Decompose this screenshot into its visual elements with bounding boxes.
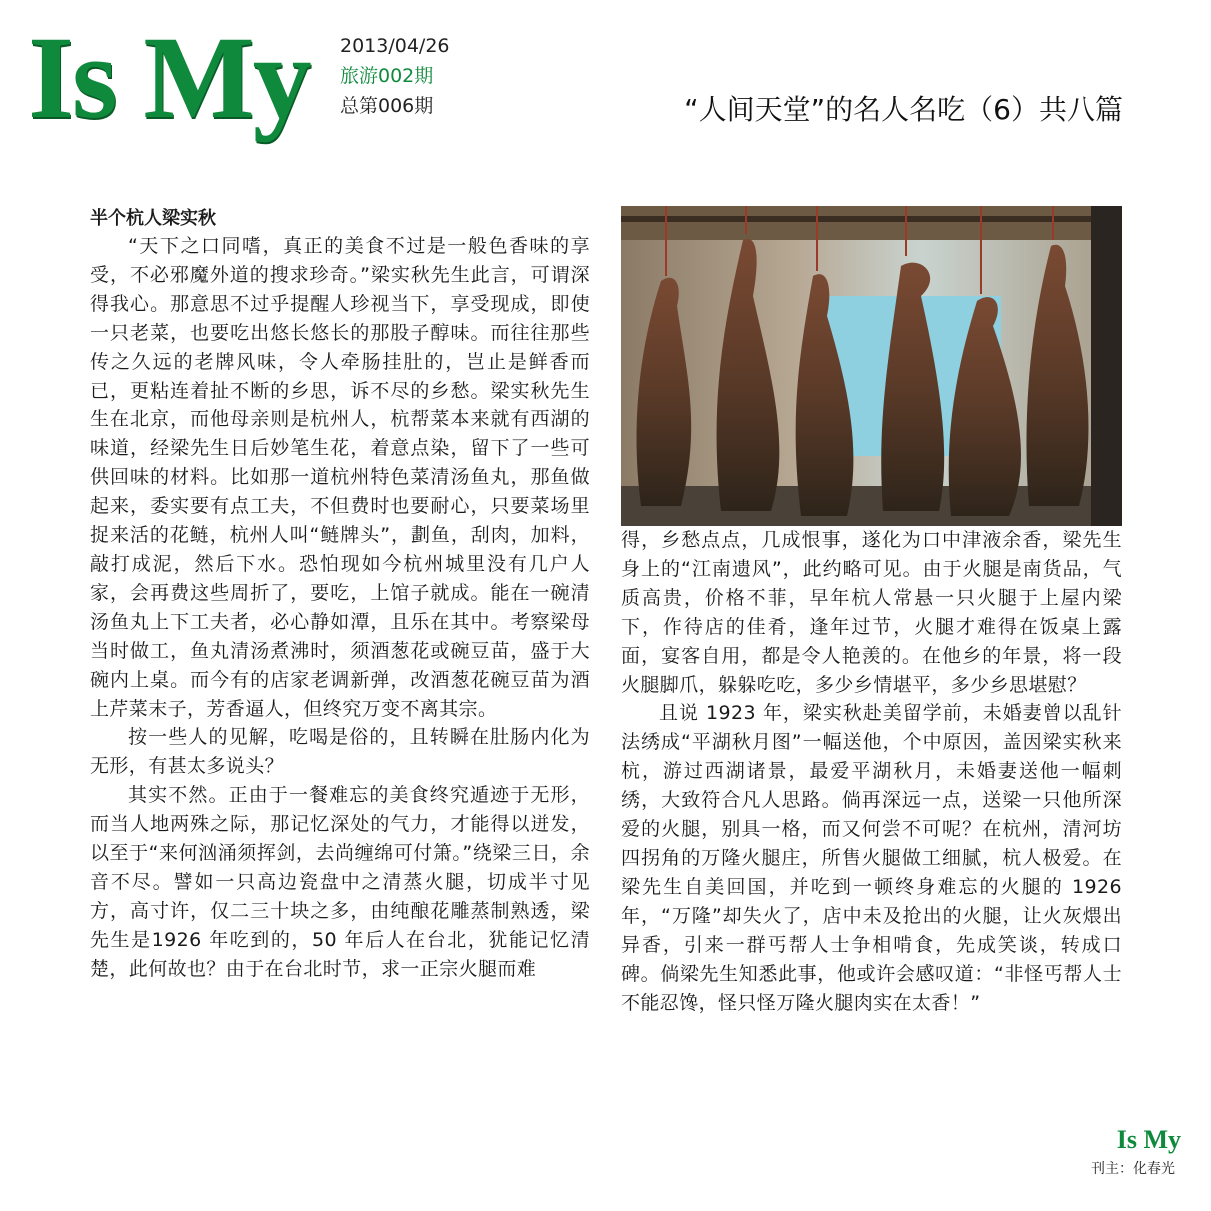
article-paragraph: 按一些人的见解，吃喝是俗的，且转瞬在肚肠内化为无形，有甚太多说头？ <box>90 726 590 778</box>
masthead-logo: Is My <box>28 12 310 143</box>
issue-serial: 总第006期 <box>340 95 434 117</box>
article-paragraph: 且说 1923 年，梁实秋赴美留学前，未婚妻曾以乱针法绣成“平湖秋月图”一幅送他，个中原因，盖因梁实秋来杭，游过西湖诸景，最爱平湖秋月，未婚妻送他一幅刺绣，大致符合凡人思路。倘再深远一点，送梁一只他所深爱的火腿，别具一格，而又何尝不可呢？在杭州，清河坊四拐角的万隆火腿庄，所售火腿做工细腻，杭人极爱。在梁先生自美回国，并吃到一顿终身难忘的火腿的 1926 年，“万隆”却失火了，店中未及抢出的火腿，让火灰煨出异香，引来一群丐帮人士争相啃食，先成笑谈，转成口碑。倘梁先生知悉此事，他或许会感叹道：“非怪丐帮人士不能忍馋，怪只怪万隆火腿肉实在太香！” <box>621 702 1122 1014</box>
article-paragraph: 其实不然。正由于一餐难忘的美食终究遁迹于无形，而当人地两殊之际，那记忆深处的气力，才能得以迸发，以至于“来何汹涌须挥剑，去尚缠绵可付箫。”绕梁三日，余音不尽。譬如一只高边瓷盘中之清蒸火腿，切成半寸见方，高寸许，仅二三十块之多，由纯酿花雕蒸制熟透，梁先生是1926 年吃到的，50 年后人在台北，犹能记忆清楚，此何故也？由于在台北时节，求一正宗火腿而难 <box>90 784 590 980</box>
article-paragraph: 得，乡愁点点，几成恨事，遂化为口中津液余香，梁先生身上的“江南遗风”，此约略可见。由于火腿是南货品，气质高贵，价格不菲，早年杭人常悬一只火腿于上屋内梁下，作待店的佳肴，逢年过节，火腿才难得在饭桌上露面，宴客自用，都是令人艳羡的。在他乡的年景，将一段火腿脚爪，躲躲吃吃，多少乡情堪平，多少乡思堪慰？ <box>621 529 1122 696</box>
editor-credit: 刊主：化春光 <box>1091 1161 1175 1177</box>
article-title: 半个杭人梁实秋 <box>90 208 216 229</box>
ham-photo <box>621 206 1122 526</box>
issue-date: 2013/04/26 <box>340 35 450 57</box>
page-headline: “人间天堂”的名人名吃（6）共八篇 <box>684 93 1123 126</box>
left-column <box>90 206 590 984</box>
issue-column: 旅游002期 <box>340 65 434 87</box>
footer-logo: Is My <box>1116 1125 1181 1154</box>
article-paragraph: “天下之口同嗜，真正的美食不过是一般色香味的享受，不必邪魔外道的搜求珍奇。”梁实秋先生此言，可谓深得我心。那意思不过乎提醒人珍视当下，享受现成，即使一只老菜，也要吃出悠长悠长的那股子醇味。而往往那些传之久远的老牌风味，令人牵肠挂肚的，岂止是鲜香而已，更粘连着扯不断的乡思，诉不尽的乡愁。梁实秋先生生在北京，而他母亲则是杭州人，杭帮菜本来就有西湖的味道，经梁先生日后妙笔生花，着意点染，留下了一些可供回味的材料。比如那一道杭州特色菜清汤鱼丸，那鱼做起来，委实要有点工夫，不但费时也要耐心，只要菜场里捉来活的花鲢，杭州人叫“鲢牌头”，劃鱼，刮肉，加料，敲打成泥，然后下水。恐怕现如今杭州城里没有几户人家，会再费这些周折了，要吃，上馆子就成。能在一碗清汤鱼丸上下工夫者，必心静如潭，且乐在其中。考察梁母当时做工，鱼丸清汤煮沸时，须酒葱花或碗豆苗，盛于大碗内上桌。而今有的店家老调新弹，改酒葱花碗豆苗为酒上芹菜末子，芳香逼人，但终究万变不离其宗。 <box>90 235 590 720</box>
right-column <box>621 206 1122 1017</box>
